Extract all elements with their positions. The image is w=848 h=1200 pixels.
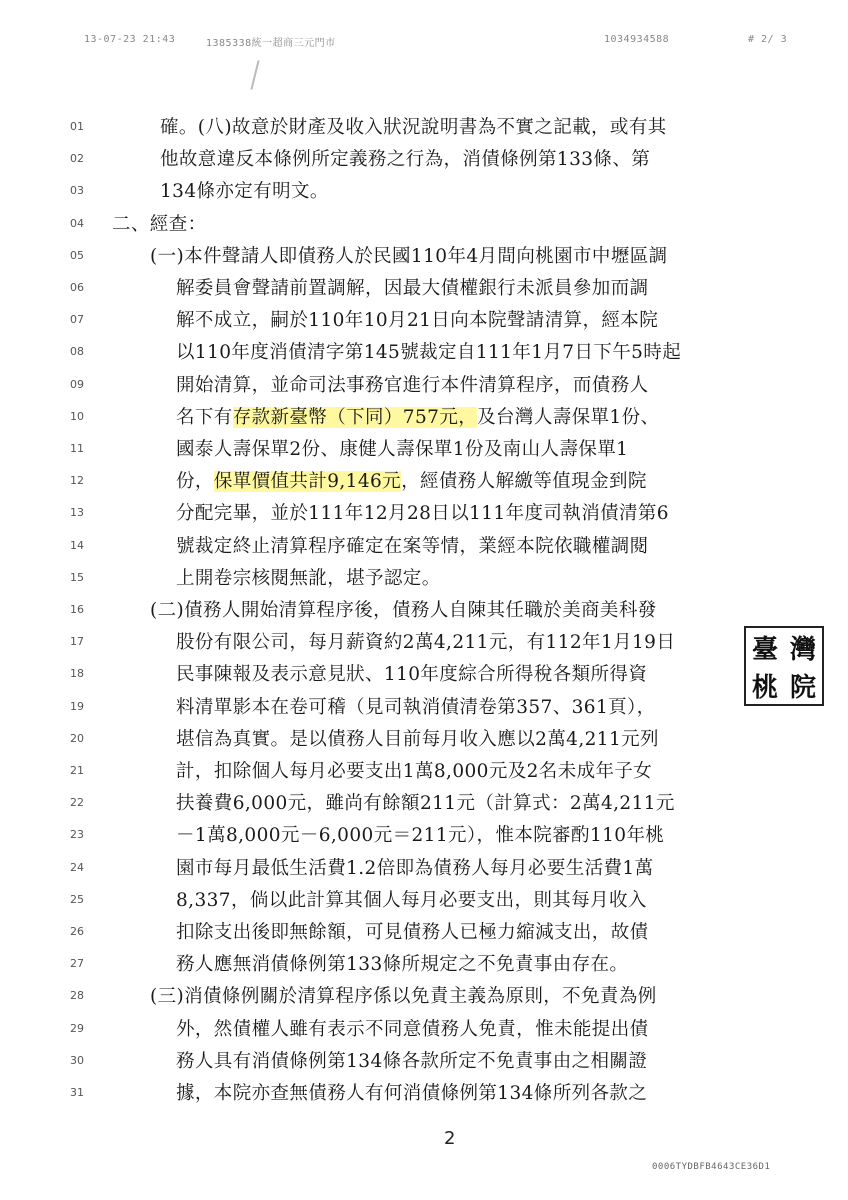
text-line (0, 498, 848, 530)
text-line (0, 627, 848, 659)
text-segment: 開始清算，並命司法事務官進行本件清算程序，而債務人 (176, 374, 649, 396)
text-line (0, 1014, 848, 1046)
line-text (160, 112, 667, 144)
fax-header (84, 34, 824, 52)
line-text (176, 305, 658, 337)
text-segment: －1萬8,000元－6,000元＝211元），惟本院審酌110年桃 (176, 825, 665, 847)
line-text (150, 981, 657, 1013)
line-text (176, 692, 656, 724)
line-text (176, 563, 441, 595)
text-segment: 外，然債權人雖有表示不同意債務人免責，惟未能提出債 (176, 1018, 649, 1040)
text-line (0, 853, 848, 885)
text-line (0, 788, 848, 820)
line-text (112, 209, 207, 241)
line-number: 16 (70, 603, 84, 616)
line-number: 06 (70, 281, 84, 294)
footer-code: 0006TYDBFB4643CE36D1 (652, 1162, 771, 1172)
text-segment: 股份有限公司，每月薪資約2萬4,211元，有112年1月19日 (176, 632, 676, 654)
text-line (0, 756, 848, 788)
line-text (176, 659, 647, 691)
line-text (176, 917, 649, 949)
line-number: 25 (70, 892, 84, 906)
line-number: 31 (70, 1086, 84, 1099)
text-line (0, 144, 848, 176)
line-number: 11 (70, 442, 84, 455)
text-segment: 民事陳報及表示意見狀、110年度綜合所得稅各類所得資 (176, 664, 648, 686)
line-number: 19 (70, 699, 84, 713)
highlighted-text: 保單價值共計9,146元 (213, 471, 402, 493)
text-segment: 名下有 (176, 406, 233, 428)
line-text (176, 756, 652, 788)
line-number: 28 (70, 989, 84, 1003)
text-line (0, 595, 848, 627)
text-line (0, 112, 848, 144)
text-segment: (一)本件聲請人即債務人於民國110年4月間向桃園市中壢區調 (150, 245, 668, 267)
text-segment: 分配完畢，並於111年12月28日以111年度司執消債清第6 (176, 503, 669, 525)
text-segment: (二)債務人開始清算程序後，債務人自陳其任職於美商美科發 (150, 600, 657, 621)
text-line (0, 273, 848, 305)
line-number: 03 (70, 184, 84, 198)
line-number: 01 (70, 120, 84, 133)
line-text (176, 885, 647, 917)
line-number: 30 (70, 1053, 84, 1067)
text-segment: 8,337，倘以此計算其個人每月必要支出，則其每月收入 (176, 889, 647, 911)
text-line (0, 885, 848, 917)
text-segment: 134條亦定有明文。 (160, 181, 329, 203)
highlighted-text: 存款新臺幣（下同）757元， (232, 406, 478, 428)
text-line (0, 337, 848, 369)
text-segment: 確。(八)故意於財產及收入狀況說明書為不實之記載，或有其 (160, 117, 667, 138)
text-segment: (三)消債條例關於清算程序係以免責主義為原則，不免責為例 (150, 986, 657, 1008)
line-text (176, 370, 649, 402)
text-segment: 解不成立，嗣於110年10月21日向本院聲請清算，經本院 (176, 310, 659, 332)
text-segment: 務人應無消債條例第133條所規定之不免責事由存在。 (176, 954, 629, 976)
text-segment: 據，本院亦查無債務人有何消債條例第134條所列各款之 (176, 1083, 648, 1104)
page-number: 2 (444, 1128, 456, 1149)
line-number: 07 (70, 313, 84, 327)
line-text (176, 627, 675, 659)
line-number: 17 (70, 635, 84, 649)
fax-page-marker: # 2/ 3 (748, 34, 788, 45)
line-text (176, 498, 669, 530)
stamp-char: 灣 (789, 634, 816, 665)
court-seal-stamp (744, 626, 824, 706)
line-text (176, 531, 649, 563)
line-text (160, 144, 650, 176)
text-segment: 園市每月最低生活費1.2倍即為債務人每月必要生活費1萬 (176, 857, 654, 879)
line-number: 02 (70, 152, 84, 166)
text-line (0, 434, 848, 466)
text-segment: 國泰人壽保單2份、康健人壽保單1份及南山人壽保單1 (176, 439, 629, 460)
line-number: 21 (70, 764, 84, 777)
text-line (0, 724, 848, 756)
text-line (0, 1046, 848, 1078)
line-number: 15 (70, 570, 84, 584)
line-text (176, 820, 664, 852)
text-segment: 計，扣除個人每月必要支出1萬8,000元及2名未成年子女 (176, 761, 653, 782)
text-line (0, 917, 848, 949)
text-segment: 及台灣人壽保單1份、 (477, 406, 660, 428)
text-segment: 扶養費6,000元，雖尚有餘額211元（計算式：2萬4,211元 (176, 793, 675, 815)
text-segment: 份， (176, 471, 214, 493)
line-number: 10 (70, 409, 84, 423)
stamp-char: 臺 (751, 634, 778, 665)
line-text (176, 1078, 647, 1110)
pen-mark (250, 60, 259, 90)
text-segment: 號裁定終止清算程序確定在案等情，業經本院依職權調閱 (176, 535, 649, 557)
line-number: 08 (70, 345, 84, 359)
line-text (150, 241, 668, 273)
text-line (0, 1078, 848, 1110)
line-text (176, 273, 649, 305)
line-number: 20 (70, 731, 84, 745)
line-text (176, 434, 628, 466)
text-line (0, 209, 848, 241)
line-number: 29 (70, 1021, 84, 1035)
text-segment: 解委員會聲請前置調解，因最大債權銀行未派員參加而調 (176, 278, 649, 299)
line-number: 22 (70, 796, 84, 810)
line-text (176, 949, 628, 981)
text-line (0, 692, 848, 724)
line-text (176, 466, 647, 498)
text-line (0, 981, 848, 1013)
text-line (0, 402, 848, 434)
line-number: 13 (70, 506, 84, 520)
fax-source: 1385338統一超商三元門市 (206, 38, 336, 49)
text-line (0, 466, 848, 498)
line-number: 23 (70, 828, 84, 842)
line-text (176, 1046, 647, 1078)
line-text (160, 176, 329, 208)
line-text (176, 402, 659, 434)
line-number: 18 (70, 667, 84, 681)
text-line (0, 370, 848, 402)
line-text (176, 1014, 649, 1046)
text-segment: 他故意違反本條例所定義務之行為，消債條例第133條、第 (160, 149, 651, 171)
line-text (176, 337, 681, 369)
line-number: 24 (70, 860, 84, 874)
text-segment: 堪信為真實。是以債務人目前每月收入應以2萬4,211元列 (176, 728, 659, 750)
line-number: 12 (70, 474, 84, 488)
line-text (150, 595, 657, 627)
text-segment: 扣除支出後即無餘額，可見債務人已極力縮減支出，故債 (176, 922, 649, 943)
fax-timestamp: 13-07-23 21:43 (84, 34, 176, 45)
text-segment: 以110年度消債清字第145號裁定自111年1月7日下午5時起 (176, 342, 682, 364)
line-number: 14 (70, 538, 84, 552)
line-number: 05 (70, 248, 84, 262)
text-line (0, 563, 848, 595)
stamp-char: 桃 (751, 672, 778, 703)
text-line (0, 241, 848, 273)
line-number: 26 (70, 925, 84, 938)
line-text (176, 724, 659, 756)
text-line (0, 305, 848, 337)
text-line (0, 531, 848, 563)
line-text (176, 788, 675, 820)
text-segment: 上開卷宗核閱無訛，堪予認定。 (176, 567, 441, 589)
line-text (176, 853, 654, 885)
text-line (0, 949, 848, 981)
fax-number: 1034934588 (604, 34, 670, 45)
line-number: 04 (70, 216, 84, 230)
text-line (0, 659, 848, 691)
text-line (0, 820, 848, 852)
text-segment: 務人具有消債條例第134條各款所定不免責事由之相關證 (176, 1050, 648, 1072)
line-number: 27 (70, 957, 84, 971)
stamp-char: 院 (789, 672, 816, 703)
text-segment: ，經債務人解繳等值現金到院 (401, 471, 647, 493)
text-segment: 二、經查： (112, 213, 207, 235)
line-number: 09 (70, 377, 84, 391)
text-segment: 料清單影本在卷可稽（見司執消債清卷第357、361頁）， (176, 696, 656, 718)
text-line (0, 176, 848, 208)
